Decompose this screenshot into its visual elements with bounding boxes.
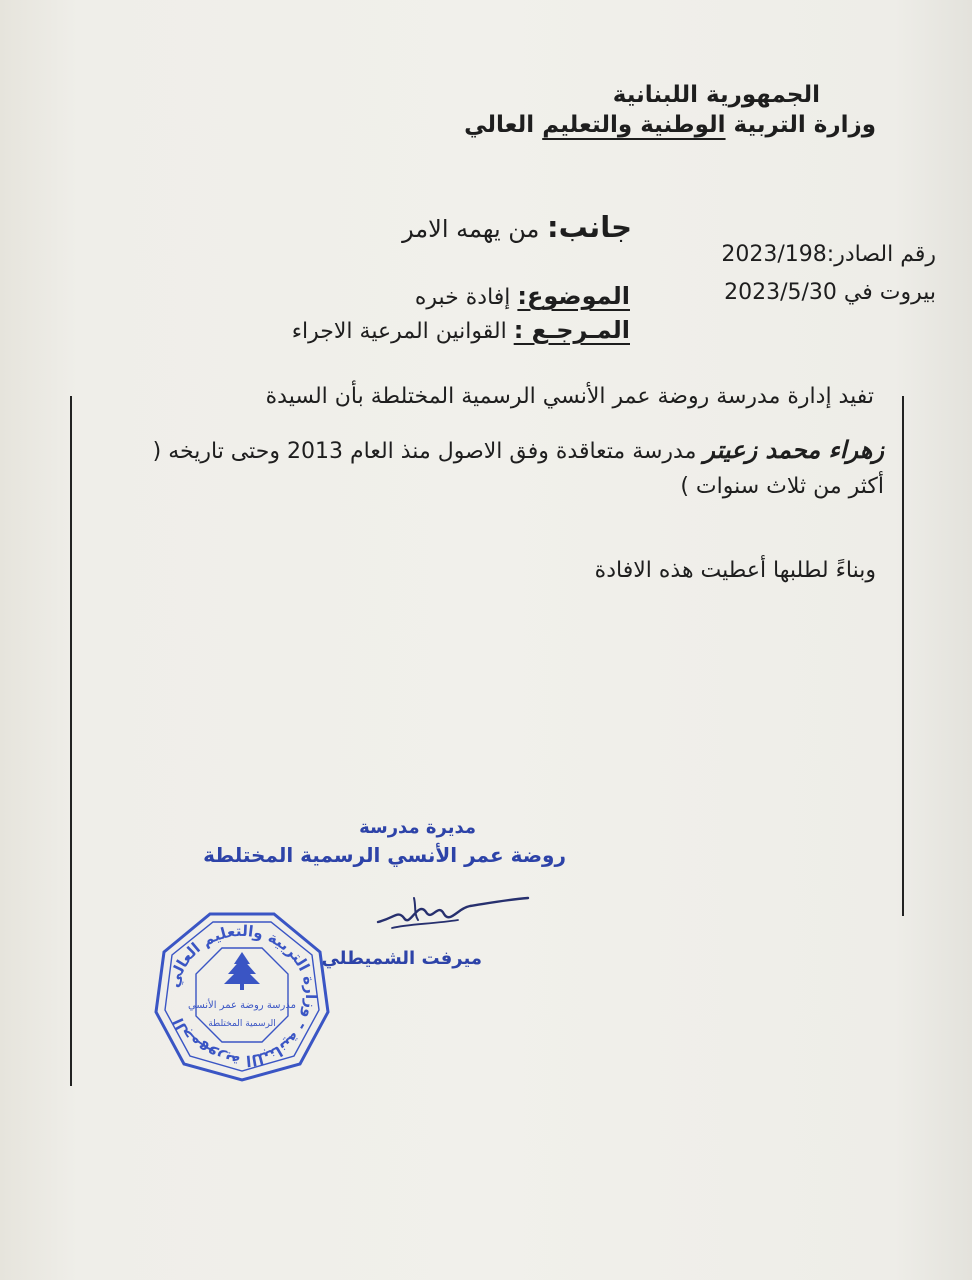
ministry-part-a: وزارة التربية <box>725 112 876 138</box>
body-line-3: أكثر من ثلاث سنوات ) <box>680 474 884 499</box>
subject-line <box>415 282 630 310</box>
subject-value: إفادة خبره <box>414 285 518 310</box>
issue-number <box>721 242 936 267</box>
handwritten-signature <box>374 888 534 936</box>
margin-line-left <box>70 396 72 1086</box>
issue-number-label: رقم الصادر: <box>826 242 936 267</box>
addressee-value: من يهمه الامر <box>402 215 548 243</box>
official-stamp <box>150 908 334 1084</box>
reference-line <box>292 316 630 344</box>
ministry-heading <box>464 112 876 138</box>
ministry-part-c: العالي <box>464 112 543 138</box>
issue-date: بيروت في 2023/5/30 <box>724 280 936 305</box>
employee-name: زهراء محمد زعيتر <box>703 436 884 464</box>
body-line-2-rest: مدرسة متعاقدة وفق الاصول منذ العام 2013 وحتى تاريخه ( <box>152 439 704 464</box>
addressee-label: جانب: <box>547 210 632 244</box>
issue-number-value: 2023/198 <box>721 242 827 267</box>
cedar-icon <box>224 952 260 990</box>
stamp-inner-line-1: مدرسة روضة عمر الأنسي <box>187 1000 297 1011</box>
body-line-2 <box>153 436 884 464</box>
stamp-inner-line-2: الرسمية المختلطة <box>208 1019 276 1029</box>
margin-line-right <box>902 396 904 916</box>
signatory-name: ميرفت الشميطلي <box>321 948 482 969</box>
subject-label: الموضوع: <box>517 282 630 310</box>
closing-line: وبناءً لطلبها أعطيت هذه الافادة <box>594 558 876 583</box>
stamp-ring-text: الجمهورية اللبنانية - وزارة التربية والتعليم العالي <box>164 921 321 1071</box>
addressee-line <box>402 210 632 244</box>
signatory-school: روضة عمر الأنسي الرسمية المختلطة <box>203 843 566 867</box>
reference-value: القوانين المرعية الاجراء <box>291 319 514 344</box>
ministry-part-b: الوطنية والتعليم <box>542 112 726 138</box>
reference-label: المـرجـع : <box>513 316 630 344</box>
signatory-title: مديرة مدرسة <box>359 817 476 838</box>
body-line-1: تفيد إدارة مدرسة روضة عمر الأنسي الرسمية المختلطة بأن السيدة <box>265 384 874 409</box>
republic-heading: الجمهورية اللبنانية <box>612 82 820 108</box>
